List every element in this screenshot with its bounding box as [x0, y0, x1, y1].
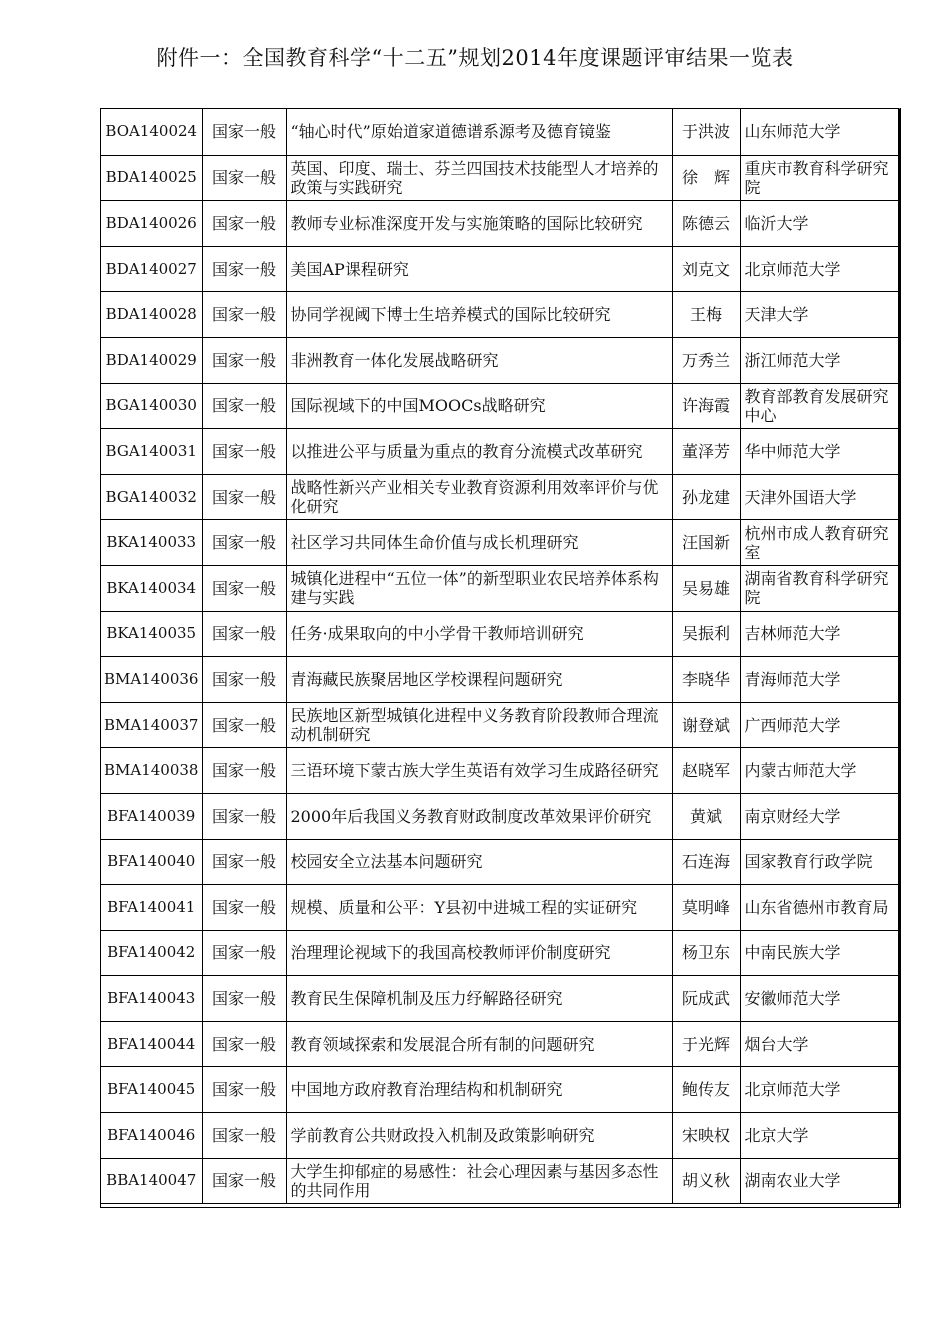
project-code-cell: BDA140027: [101, 246, 202, 292]
principal-investigator-cell: 谢登斌: [672, 702, 740, 748]
table-row: [101, 976, 899, 1022]
project-title-cell: 三语环境下蒙古族大学生英语有效学习生成路径研究: [286, 748, 672, 794]
project-type-cell: 国家一般: [202, 1021, 286, 1067]
project-type-cell: 国家一般: [202, 429, 286, 475]
project-title-cell: 校园安全立法基本问题研究: [286, 839, 672, 885]
project-code-cell: BGA140032: [101, 474, 202, 520]
institution-cell: 北京大学: [740, 1113, 899, 1159]
principal-investigator-cell: 于洪波: [672, 109, 740, 155]
institution-cell: 内蒙古师范大学: [740, 748, 899, 794]
project-type-cell: 国家一般: [202, 611, 286, 657]
institution-cell: 北京师范大学: [740, 246, 899, 292]
project-title-cell: 协同学视阈下博士生培养模式的国际比较研究: [286, 292, 672, 338]
project-title-cell: 学前教育公共财政投入机制及政策影响研究: [286, 1113, 672, 1159]
project-code-cell: BBA140047: [101, 1158, 202, 1204]
table-row: [101, 930, 899, 976]
project-title-cell: 以推进公平与质量为重点的教育分流模式改革研究: [286, 429, 672, 475]
project-title-cell: 城镇化进程中“五位一体”的新型职业农民培养体系构建与实践: [286, 565, 672, 611]
project-type-cell: 国家一般: [202, 976, 286, 1022]
table-row: [101, 565, 899, 611]
project-type-cell: 国家一般: [202, 155, 286, 201]
project-title-cell: 治理理论视域下的我国高校教师评价制度研究: [286, 930, 672, 976]
principal-investigator-cell: 陈德云: [672, 201, 740, 247]
project-type-cell: 国家一般: [202, 246, 286, 292]
principal-investigator-cell: 万秀兰: [672, 337, 740, 383]
principal-investigator-cell: 胡义秋: [672, 1158, 740, 1204]
project-type-cell: 国家一般: [202, 748, 286, 794]
principal-investigator-cell: 鲍传友: [672, 1067, 740, 1113]
principal-investigator-cell: 许海霞: [672, 383, 740, 429]
project-code-cell: BKA140033: [101, 520, 202, 566]
table-row: [101, 885, 899, 931]
project-title-cell: 战略性新兴产业相关专业教育资源利用效率评价与优化研究: [286, 474, 672, 520]
results-table-body: [101, 109, 899, 1204]
institution-cell: 天津大学: [740, 292, 899, 338]
principal-investigator-cell: 赵晓军: [672, 748, 740, 794]
project-code-cell: BMA140038: [101, 748, 202, 794]
institution-cell: 浙江师范大学: [740, 337, 899, 383]
table-row: [101, 839, 899, 885]
project-title-cell: 大学生抑郁症的易感性：社会心理因素与基因多态性的共同作用: [286, 1158, 672, 1204]
principal-investigator-cell: 吴易雄: [672, 565, 740, 611]
principal-investigator-cell: 阮成武: [672, 976, 740, 1022]
table-row: [101, 383, 899, 429]
project-title-cell: 英国、印度、瑞士、芬兰四国技术技能型人才培养的政策与实践研究: [286, 155, 672, 201]
institution-cell: 教育部教育发展研究中心: [740, 383, 899, 429]
project-title-cell: 中国地方政府教育治理结构和机制研究: [286, 1067, 672, 1113]
table-row: [101, 611, 899, 657]
table-row: [101, 520, 899, 566]
project-title-cell: 2000年后我国义务教育财政制度改革效果评价研究: [286, 793, 672, 839]
project-title-cell: 教育领域探索和发展混合所有制的问题研究: [286, 1021, 672, 1067]
institution-cell: 华中师范大学: [740, 429, 899, 475]
project-code-cell: BFA140046: [101, 1113, 202, 1159]
institution-cell: 湖南省教育科学研究院: [740, 565, 899, 611]
institution-cell: 临沂大学: [740, 201, 899, 247]
institution-cell: 山东师范大学: [740, 109, 899, 155]
institution-cell: 湖南农业大学: [740, 1158, 899, 1204]
project-title-cell: 社区学习共同体生命价值与成长机理研究: [286, 520, 672, 566]
principal-investigator-cell: 吴振利: [672, 611, 740, 657]
principal-investigator-cell: 孙龙建: [672, 474, 740, 520]
principal-investigator-cell: 徐 辉: [672, 155, 740, 201]
principal-investigator-cell: 董泽芳: [672, 429, 740, 475]
principal-investigator-cell: 杨卫东: [672, 930, 740, 976]
principal-investigator-cell: 汪国新: [672, 520, 740, 566]
principal-investigator-cell: 于光辉: [672, 1021, 740, 1067]
principal-investigator-cell: 王梅: [672, 292, 740, 338]
institution-cell: 安徽师范大学: [740, 976, 899, 1022]
project-code-cell: BKA140034: [101, 565, 202, 611]
project-code-cell: BFA140045: [101, 1067, 202, 1113]
principal-investigator-cell: 刘克文: [672, 246, 740, 292]
project-code-cell: BFA140042: [101, 930, 202, 976]
project-code-cell: BFA140043: [101, 976, 202, 1022]
table-row: [101, 1067, 899, 1113]
principal-investigator-cell: 黄斌: [672, 793, 740, 839]
project-code-cell: BFA140039: [101, 793, 202, 839]
project-type-cell: 国家一般: [202, 565, 286, 611]
table-row: [101, 155, 899, 201]
project-type-cell: 国家一般: [202, 292, 286, 338]
project-code-cell: BDA140029: [101, 337, 202, 383]
project-code-cell: BKA140035: [101, 611, 202, 657]
project-type-cell: 国家一般: [202, 1067, 286, 1113]
project-type-cell: 国家一般: [202, 702, 286, 748]
principal-investigator-cell: 莫明峰: [672, 885, 740, 931]
project-code-cell: BFA140044: [101, 1021, 202, 1067]
project-code-cell: BMA140036: [101, 657, 202, 703]
project-type-cell: 国家一般: [202, 930, 286, 976]
table-row: [101, 429, 899, 475]
table-row: [101, 702, 899, 748]
project-code-cell: BDA140025: [101, 155, 202, 201]
table-row: [101, 793, 899, 839]
project-title-cell: 国际视域下的中国MOOCs战略研究: [286, 383, 672, 429]
project-title-cell: 青海藏民族聚居地区学校课程问题研究: [286, 657, 672, 703]
table-row: [101, 748, 899, 794]
project-type-cell: 国家一般: [202, 520, 286, 566]
project-title-cell: 任务·成果取向的中小学骨干教师培训研究: [286, 611, 672, 657]
project-code-cell: BFA140040: [101, 839, 202, 885]
project-type-cell: 国家一般: [202, 1158, 286, 1204]
results-table-frame: [100, 108, 901, 1208]
project-type-cell: 国家一般: [202, 109, 286, 155]
institution-cell: 杭州市成人教育研究室: [740, 520, 899, 566]
table-row: [101, 201, 899, 247]
table-row: [101, 292, 899, 338]
table-row: [101, 337, 899, 383]
project-title-cell: 非洲教育一体化发展战略研究: [286, 337, 672, 383]
institution-cell: 北京师范大学: [740, 1067, 899, 1113]
project-type-cell: 国家一般: [202, 474, 286, 520]
table-row: [101, 1158, 899, 1204]
project-code-cell: BDA140026: [101, 201, 202, 247]
table-row: [101, 246, 899, 292]
project-type-cell: 国家一般: [202, 1113, 286, 1159]
project-type-cell: 国家一般: [202, 885, 286, 931]
institution-cell: 国家教育行政学院: [740, 839, 899, 885]
project-code-cell: BMA140037: [101, 702, 202, 748]
principal-investigator-cell: 李晓华: [672, 657, 740, 703]
table-row: [101, 1113, 899, 1159]
institution-cell: 重庆市教育科学研究院: [740, 155, 899, 201]
institution-cell: 山东省德州市教育局: [740, 885, 899, 931]
institution-cell: 中南民族大学: [740, 930, 899, 976]
project-type-cell: 国家一般: [202, 793, 286, 839]
project-title-cell: “轴心时代”原始道家道德谱系源考及德育镜鉴: [286, 109, 672, 155]
institution-cell: 天津外国语大学: [740, 474, 899, 520]
project-code-cell: BFA140041: [101, 885, 202, 931]
principal-investigator-cell: 石连海: [672, 839, 740, 885]
project-type-cell: 国家一般: [202, 383, 286, 429]
project-code-cell: BDA140028: [101, 292, 202, 338]
project-title-cell: 教师专业标准深度开发与实施策略的国际比较研究: [286, 201, 672, 247]
project-title-cell: 民族地区新型城镇化进程中义务教育阶段教师合理流动机制研究: [286, 702, 672, 748]
project-code-cell: BGA140030: [101, 383, 202, 429]
project-type-cell: 国家一般: [202, 839, 286, 885]
institution-cell: 广西师范大学: [740, 702, 899, 748]
project-code-cell: BOA140024: [101, 109, 202, 155]
institution-cell: 南京财经大学: [740, 793, 899, 839]
document-title: 附件一：全国教育科学“十二五”规划2014年度课题评审结果一览表: [156, 46, 794, 70]
table-row: [101, 109, 899, 155]
project-code-cell: BGA140031: [101, 429, 202, 475]
principal-investigator-cell: 宋映权: [672, 1113, 740, 1159]
institution-cell: 青海师范大学: [740, 657, 899, 703]
table-row: [101, 474, 899, 520]
project-type-cell: 国家一般: [202, 201, 286, 247]
results-table: [101, 109, 900, 1204]
table-row: [101, 1021, 899, 1067]
project-title-cell: 美国AP课程研究: [286, 246, 672, 292]
project-type-cell: 国家一般: [202, 657, 286, 703]
table-row: [101, 657, 899, 703]
project-title-cell: 教育民生保障机制及压力纾解路径研究: [286, 976, 672, 1022]
project-title-cell: 规模、质量和公平：Y县初中进城工程的实证研究: [286, 885, 672, 931]
institution-cell: 吉林师范大学: [740, 611, 899, 657]
institution-cell: 烟台大学: [740, 1021, 899, 1067]
project-type-cell: 国家一般: [202, 337, 286, 383]
